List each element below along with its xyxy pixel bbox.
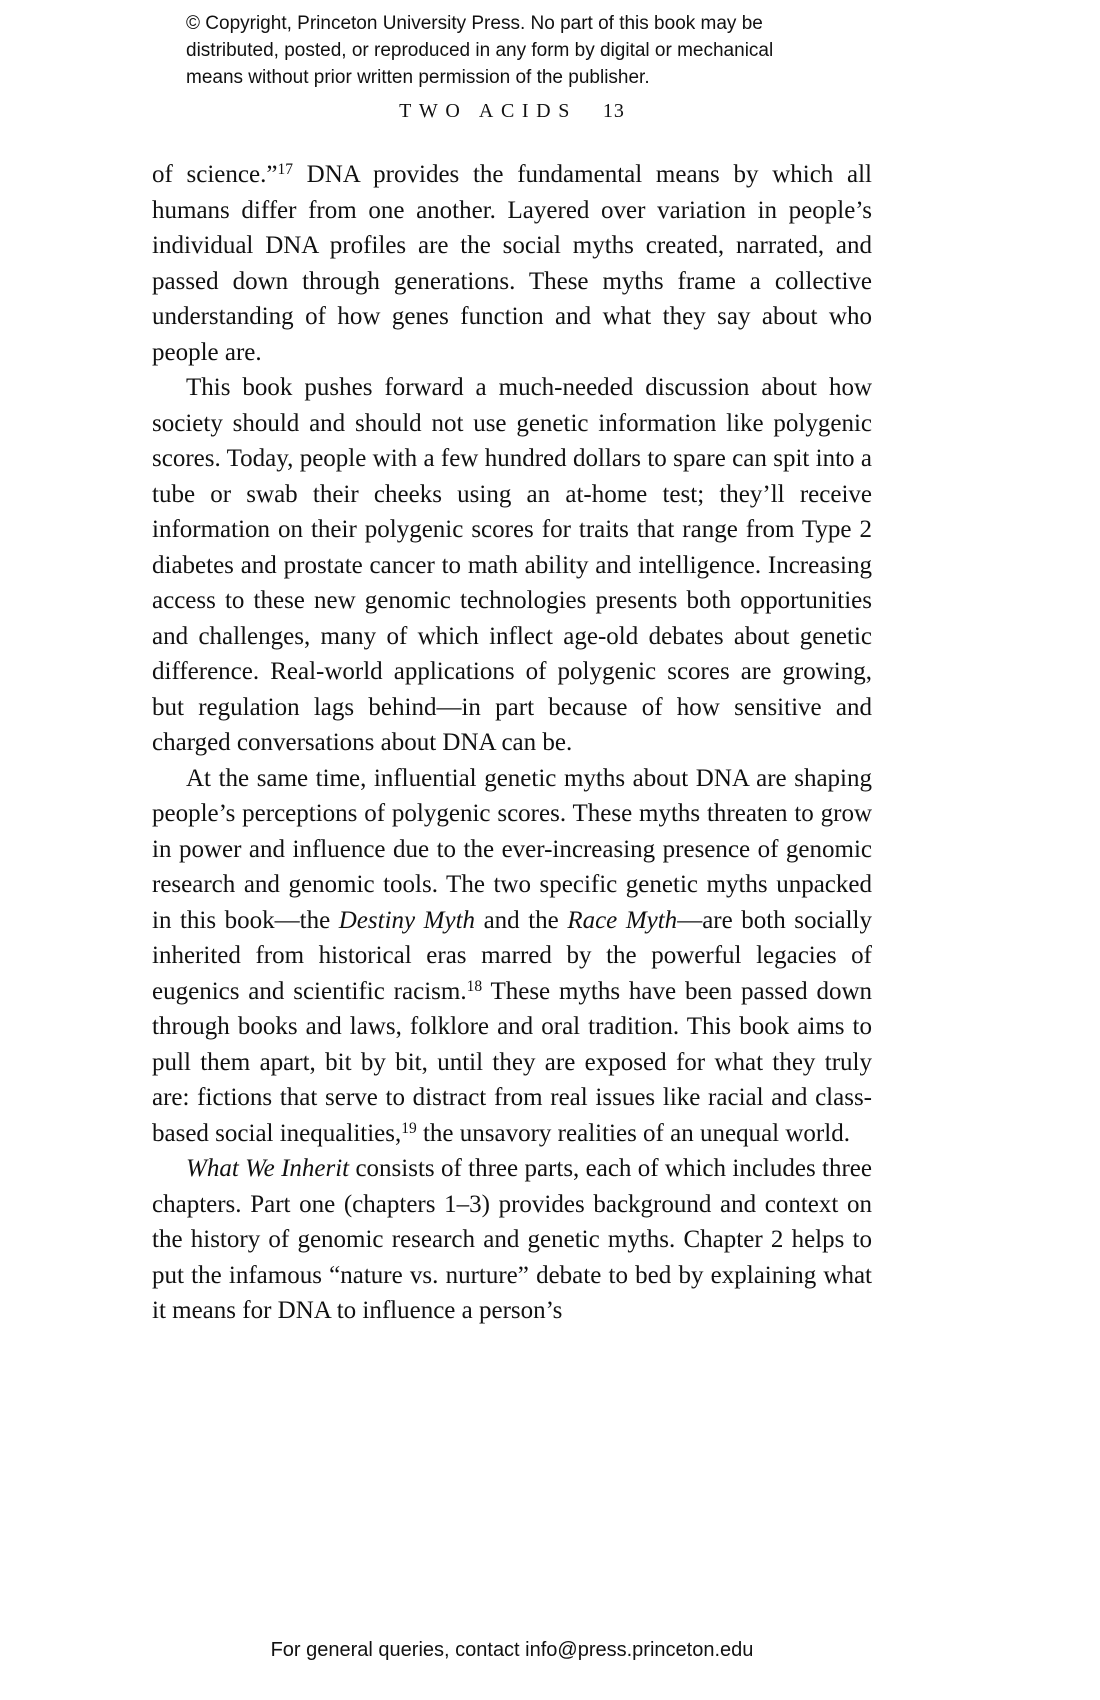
italic-run: Race Myth [567, 906, 678, 934]
italic-run: What We Inherit [186, 1155, 350, 1182]
text-run: and the [475, 906, 568, 934]
chapter-title: TWO ACIDS [399, 100, 577, 122]
page-number: 13 [602, 100, 625, 122]
copyright-notice-line: means without prior written permission of the publisher. [186, 67, 650, 88]
italic-run: Destiny Myth [338, 906, 476, 934]
text-run: At the same time, influential genetic myths about DNA are shaping people’s perceptions of polygenic scores. These myths threaten to grow in power and influence due to the ever-increasing presence of genomic research and genomic tools. The two specific genetic myths unpacked in this book—the [152, 764, 872, 934]
paragraph [152, 761, 872, 1152]
copyright-notice [186, 10, 886, 91]
footnote-ref: 19 [401, 1119, 417, 1137]
text-run: of science.” [152, 161, 278, 188]
copyright-notice-line: © Copyright, Princeton University Press. No part of this book may be [186, 13, 763, 34]
text-run: —are both socially inherited from historical eras marred by the powerful legacies of eugenics and scientific racism. [152, 906, 872, 1005]
text-run: These myths have been passed down through books and laws, folklore and oral tradition. This book aims to pull them apart, bit by bit, until they are exposed for what they truly are: fictions that serve to distract from real issues like racial and class-based social inequalities, [152, 977, 873, 1147]
text-run: the unsavory realities of an unequal world. [416, 1119, 850, 1147]
text-run: consists of three parts, each of which includes three chapters. Part one (chapters 1–3) provides background and context on the history of genomic research and genetic myths. Chapter 2 helps to put the infamous “nature vs. nurture” debate to bed by explaining what it means for DNA to influence a person’s [152, 1155, 872, 1324]
footnote-ref: 18 [466, 977, 483, 995]
text-run: This book pushes forward a much-needed discussion about how society should and should not use genetic information like polygenic scores. Today, people with a few hundred dollars to spare can spit into a tube or swab their cheeks using an at-home test; they’ll receive information on their polygenic scores for traits that range from Type 2 diabetes and prostate cancer to math ability and intelligence. Increasing access to these new genomic technologies presents both opportunities and challenges, many of which inflect age-old debates about genetic difference. Real-world applications of polygenic scores are growing, but regulation lags behind—in part because of how sensitive and charged conversations about DNA can be. [152, 374, 872, 756]
paragraph [152, 1151, 872, 1329]
paragraph [152, 157, 872, 370]
running-head [152, 100, 872, 123]
footer-contact: For general queries, contact info@press.princeton.edu [270, 1639, 754, 1661]
paragraph [152, 370, 872, 761]
copyright-notice-line: distributed, posted, or reproduced in any form by digital or mechanical [186, 40, 774, 61]
body-text [152, 157, 872, 1329]
text-run: DNA provides the fundamental means by which all humans differ from one another. Layered over variation in people’s individual DNA profiles are the social myths created, narrated, and passed down through generations. These myths frame a collective understanding of how genes function and what they say about who people are. [152, 161, 872, 366]
text-column [152, 100, 872, 1329]
footnote-ref: 17 [277, 161, 293, 179]
